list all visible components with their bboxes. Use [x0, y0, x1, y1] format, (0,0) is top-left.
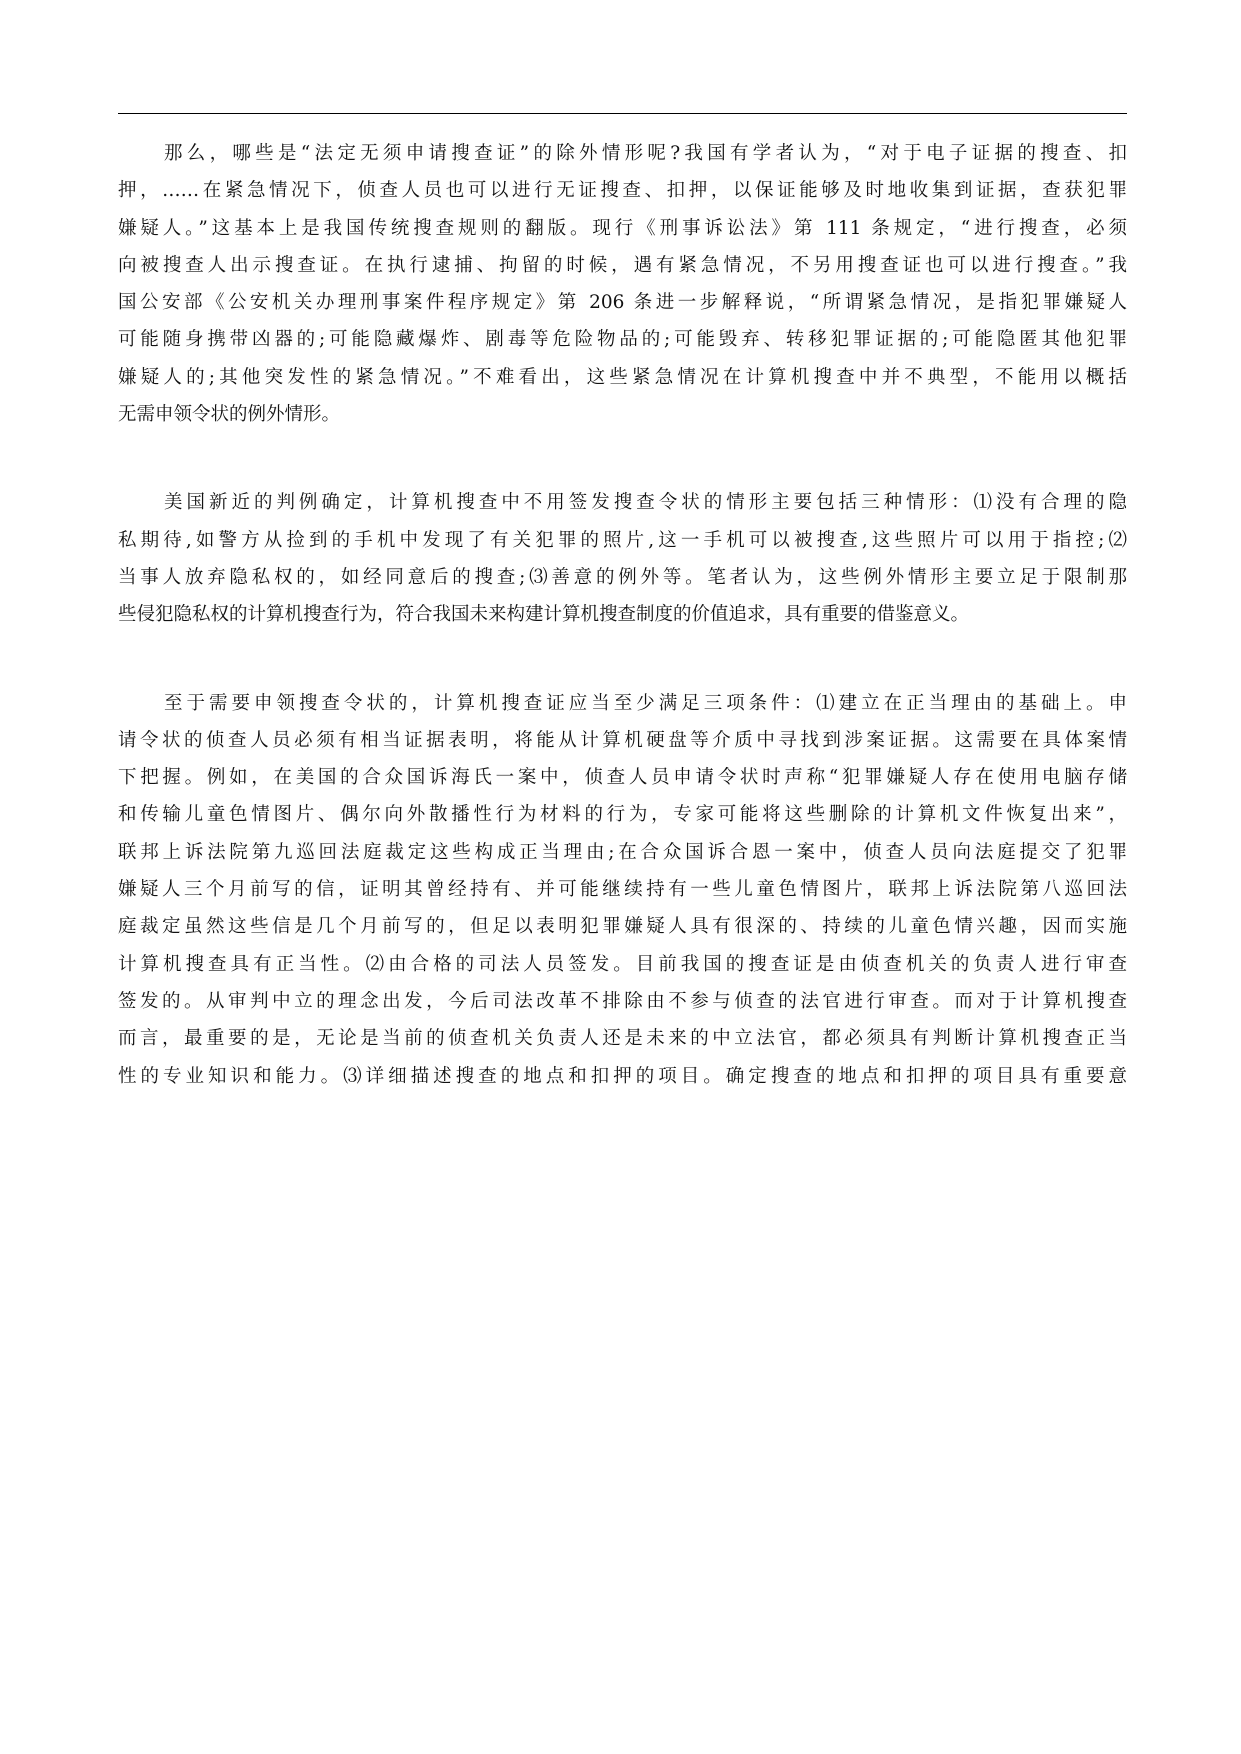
- text-line: 性的专业知识和能力。⑶详细描述搜查的地点和扣押的项目。确定搜查的地点和扣押的项目具有重要意: [118, 1065, 1127, 1087]
- header-rule: [118, 113, 1127, 114]
- text-line: 嫌疑人。”这基本上是我国传统搜查规则的翻版。现行《刑事诉讼法》第 111 条规定，“进行搜查，必须: [118, 217, 1127, 239]
- text-line: 嫌疑人的;其他突发性的紧急情况。”不难看出，这些紧急情况在计算机搜查中并不典型，不能用以概括: [118, 366, 1127, 388]
- text-line: 而言，最重要的是，无论是当前的侦查机关负责人还是未来的中立法官，都必须具有判断计算机搜查正当: [118, 1028, 1127, 1050]
- text-line: 些侵犯隐私权的计算机搜查行为，符合我国未来构建计算机搜查制度的价值追求，具有重要的借鉴意义。: [118, 604, 970, 626]
- paragraph-spacer: [118, 634, 1127, 685]
- text-line: 私期待,如警方从捡到的手机中发现了有关犯罪的照片,这一手机可以被搜查,这些照片可以用于指控;⑵: [118, 529, 1127, 551]
- paragraph-2: [118, 484, 1127, 633]
- document-body: [118, 135, 1127, 1095]
- text-line: 美国新近的判例确定，计算机搜查中不用签发搜查令状的情形主要包括三种情形：⑴没有合理的隐: [164, 492, 1127, 514]
- text-line: 联邦上诉法院第九巡回法庭裁定这些构成正当理由;在合众国诉合恩一案中，侦查人员向法庭提交了犯罪: [118, 841, 1127, 863]
- text-line: 庭裁定虽然这些信是几个月前写的，但足以表明犯罪嫌疑人具有很深的、持续的儿童色情兴趣，因而实施: [118, 916, 1127, 938]
- paragraph-3: [118, 685, 1127, 1095]
- text-line: 嫌疑人三个月前写的信，证明其曾经持有、并可能继续持有一些儿童色情图片，联邦上诉法院第八巡回法: [118, 879, 1127, 901]
- paragraph-spacer: [118, 433, 1127, 484]
- text-line: 国公安部《公安机关办理刑事案件程序规定》第 206 条进一步解释说，“所谓紧急情况，是指犯罪嫌疑人: [118, 292, 1127, 314]
- text-line: 当事人放弃隐私权的，如经同意后的搜查;⑶善意的例外等。笔者认为，这些例外情形主要立足于限制那: [118, 566, 1127, 588]
- text-line: 和传输儿童色情图片、偶尔向外散播性行为材料的行为，专家可能将这些删除的计算机文件恢复出来”，: [118, 804, 1127, 826]
- text-line: 无需申领令状的例外情形。: [118, 404, 341, 426]
- text-line: 可能随身携带凶器的;可能隐藏爆炸、剧毒等危险物品的;可能毁弃、转移犯罪证据的;可能隐匿其他犯罪: [118, 329, 1127, 351]
- paragraph-1: [118, 135, 1127, 433]
- text-line: 那么，哪些是“法定无须申请搜查证”的除外情形呢?我国有学者认为，“对于电子证据的搜查、扣: [164, 143, 1127, 164]
- text-line: 至于需要申领搜查令状的，计算机搜查证应当至少满足三项条件：⑴建立在正当理由的基础上。申: [164, 692, 1127, 714]
- text-line: 押，……在紧急情况下，侦查人员也可以进行无证搜查、扣押，以保证能够及时地收集到证据，查获犯罪: [118, 180, 1127, 202]
- text-line: 计算机搜查具有正当性。⑵由合格的司法人员签发。目前我国的搜查证是由侦查机关的负责人进行审查: [118, 953, 1127, 975]
- text-line: 请令状的侦查人员必须有相当证据表明，将能从计算机硬盘等介质中寻找到涉案证据。这需要在具体案情: [118, 729, 1127, 751]
- text-line: 向被搜查人出示搜查证。在执行逮捕、拘留的时候，遇有紧急情况，不另用搜查证也可以进行搜查。”我: [118, 254, 1127, 276]
- text-line: 签发的。从审判中立的理念出发，今后司法改革不排除由不参与侦查的法官进行审查。而对于计算机搜查: [118, 990, 1127, 1012]
- text-line: 下把握。例如，在美国的合众国诉海氏一案中，侦查人员申请令状时声称“犯罪嫌疑人存在使用电脑存储: [118, 767, 1127, 789]
